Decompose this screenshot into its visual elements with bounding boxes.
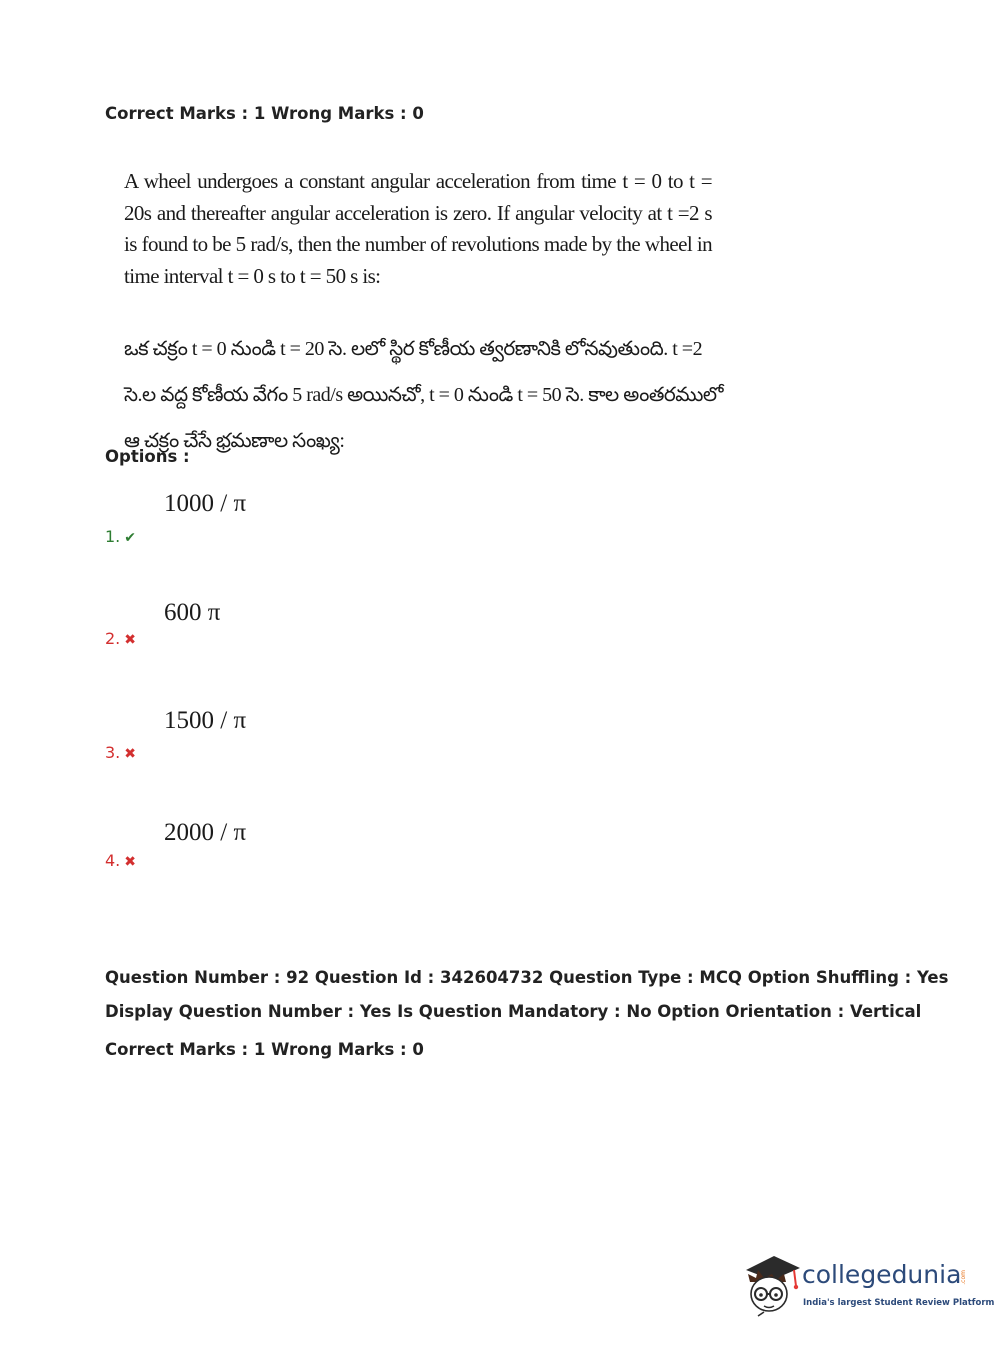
cross-icon: ✖ <box>124 746 136 762</box>
options-label: Options : <box>105 447 190 466</box>
question-text-telugu: ఒక చక్రం t = 0 నుండి t = 20 సె. లలో స్థిర కోణీయ త్వరణానికి లోనవుతుంది. t =2 సె.ల వద్ద కోణీయ వేగం 5 rad/s అయినచో, t = 0 నుండి t = 50 సె. కాల అంతరములో ఆ చక్రం చేసే భ్రమణాల సంఖ్య: <box>124 338 723 452</box>
option-2-number <box>105 629 136 648</box>
collegedunia-logo <box>742 1252 995 1318</box>
question-meta-line-1: Question Number : 92 Question Id : 342604732 Question Type : MCQ Option Shuffling : Yes <box>105 968 949 987</box>
option-number-label: 4. <box>105 851 121 870</box>
cross-icon: ✖ <box>124 854 136 870</box>
option-4-number <box>105 851 136 870</box>
option-number-label: 1. <box>105 527 121 546</box>
option-number-label: 2. <box>105 629 121 648</box>
question-text-english: A wheel undergoes a constant angular acceleration from time t = 0 to t = 20s and thereafter angular acceleration is zero. If angular velocity at t =2 s is found to be 5 rad/s, then the number of revolutions made by the wheel in time interval t = 0 s to t = 50 s is: <box>124 169 712 288</box>
marks-line: Correct Marks : 1 Wrong Marks : 0 <box>105 104 424 123</box>
option-number-label: 3. <box>105 743 121 762</box>
checkmark-icon: ✔ <box>124 530 136 546</box>
option-3-text: 1500 / π <box>164 707 247 734</box>
option-2-text: 600 π <box>164 599 221 626</box>
cross-icon: ✖ <box>124 632 136 648</box>
option-1-number <box>105 527 136 546</box>
logo-tagline: India's largest Student Review Platform <box>803 1298 995 1308</box>
option-3-number <box>105 743 136 762</box>
option-1-text: 1000 / π <box>164 490 247 517</box>
option-4-text: 2000 / π <box>164 819 247 846</box>
question-meta-line-2: Display Question Number : Yes Is Question Mandatory : No Option Orientation : Vertical <box>105 1002 922 1021</box>
mascot-icon <box>742 1252 802 1318</box>
question-meta-line-3: Correct Marks : 1 Wrong Marks : 0 <box>105 1040 424 1059</box>
logo-domain: .com <box>960 1270 967 1285</box>
logo-name: collegedunia <box>802 1260 962 1289</box>
